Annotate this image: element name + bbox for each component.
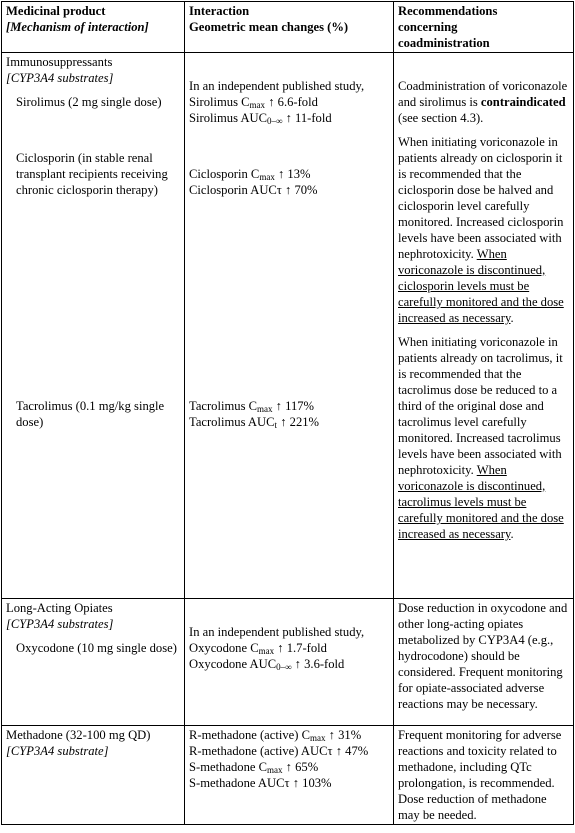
group-mechanism-opiates: [CYP3A4 substrates] [6, 617, 114, 631]
header-col3-line2: concerning [398, 20, 458, 34]
interaction-table-page [1, 1, 573, 831]
product-sirolimus: Sirolimus (2 mg single dose) [16, 95, 162, 109]
cell-methadone-product [2, 726, 185, 825]
sirolimus-cmax: Sirolimus $C_{max}$ ↑ 6.6-fold [189, 95, 318, 110]
cell-immunosuppressant-interactions [185, 53, 394, 599]
drug-interaction-table [1, 1, 574, 825]
table-row-opiates [2, 599, 574, 726]
s-methadone-auc: S-methadone AUCτ ↑ 103% [189, 776, 332, 790]
group-name-opiates: Long-Acting Opiates [6, 601, 113, 615]
header-medicinal-product [2, 2, 185, 53]
header-interaction [185, 2, 394, 53]
sirolimus-recommendation: Coadministration of voriconazole and sirolimus is contraindicated (see section 4.3). [398, 79, 568, 125]
r-methadone-auc: R-methadone (active) AUCτ ↑ 47% [189, 744, 369, 758]
oxycodone-study-note: In an independent published study, [189, 625, 365, 639]
cell-immunosuppressant-products [2, 53, 185, 599]
cell-opiate-recommendation [394, 599, 574, 726]
group-name-immunosuppressants: Immunosuppressants [6, 55, 113, 69]
header-col3-line1: Recommendations [398, 4, 498, 18]
sirolimus-auc: Sirolimus $AUC_{0-\infty}$ ↑ 11-fold [189, 111, 332, 126]
table-row-immunosuppressants [2, 53, 574, 599]
header-recommendations [394, 2, 574, 53]
tacrolimus-auc: Tacrolimus $AUC_t$ ↑ 221% [189, 415, 320, 430]
header-col1-subtitle: [Mechanism of interaction] [6, 20, 149, 34]
cell-methadone-interactions [185, 726, 394, 825]
oxycodone-cmax: Oxycodone $C_{max}$ ↑ 1.7-fold [189, 641, 327, 656]
table-header-row [2, 2, 574, 53]
cell-opiate-products [2, 599, 185, 726]
methadone-mechanism: [CYP3A4 substrate] [6, 744, 109, 758]
product-tacrolimus: Tacrolimus (0.1 mg/kg single dose) [16, 399, 165, 429]
ciclosporin-recommendation: When initiating voriconazole in patients already on ciclosporin it is recommended that the ciclosporin dose be halved and ciclosporin level carefully monitored. Increased ciclosporin levels have been associated with nephrotoxicity. When voriconazole is discontinued, ciclosporin levels must be carefully monitored and the dose increased as necessary. [398, 135, 564, 325]
product-oxycodone: Oxycodone (10 mg single dose) [16, 641, 177, 655]
product-methadone: Methadone (32-100 mg QD) [6, 728, 151, 742]
oxycodone-auc: Oxycodone $AUC_{0-\infty}$ ↑ 3.6-fold [189, 657, 345, 672]
sirolimus-study-note: In an independent published study, [189, 79, 365, 93]
group-mechanism-immunosuppressants: [CYP3A4 substrates] [6, 71, 114, 85]
methadone-recommendation: Frequent monitoring for adverse reactions and toxicity related to methadone, including QTc prolongation, is recommended. Dose reduction of methadone may be needed. [398, 728, 562, 822]
header-col1-title: Medicinal product [6, 4, 106, 18]
s-methadone-cmax: S-methadone $C_{max}$ ↑ 65% [189, 760, 319, 775]
ciclosporin-auc: Ciclosporin AUCτ ↑ 70% [189, 183, 318, 197]
tacrolimus-cmax: Tacrolimus $C_{max}$ ↑ 117% [189, 399, 315, 414]
oxycodone-recommendation: Dose reduction in oxycodone and other long-acting opiates metabolized by CYP3A4 (e.g., hydrocodone) should be considered. Frequent monitoring for opiate-associated adverse reactions may be necessary. [398, 601, 568, 711]
header-col2-subtitle: Geometric mean changes (%) [189, 20, 349, 34]
product-ciclosporin: Ciclosporin (in stable renal transplant recipients receiving chronic ciclosporin therapy) [16, 151, 168, 197]
cell-methadone-recommendation [394, 726, 574, 825]
tacrolimus-recommendation: When initiating voriconazole in patients already on tacrolimus, it is recommended that the tacrolimus dose be reduced to a third of the original dose and tacrolimus level carefully monitored. Increased tacrolimus levels have been associated with nephrotoxicity. When voriconazole is discontinued, tacrolimus levels must be carefully monitored and the dose increased as necessary. [398, 335, 564, 541]
cell-immunosuppressant-recommendations [394, 53, 574, 599]
ciclosporin-cmax: Ciclosporin $C_{max}$ ↑ 13% [189, 167, 311, 182]
header-col2-title: Interaction [189, 4, 250, 18]
r-methadone-cmax: R-methadone (active) $C_{max}$ ↑ 31% [189, 728, 362, 743]
table-row-methadone [2, 726, 574, 825]
header-col3-line3: coadministration [398, 36, 490, 50]
cell-opiate-interactions [185, 599, 394, 726]
